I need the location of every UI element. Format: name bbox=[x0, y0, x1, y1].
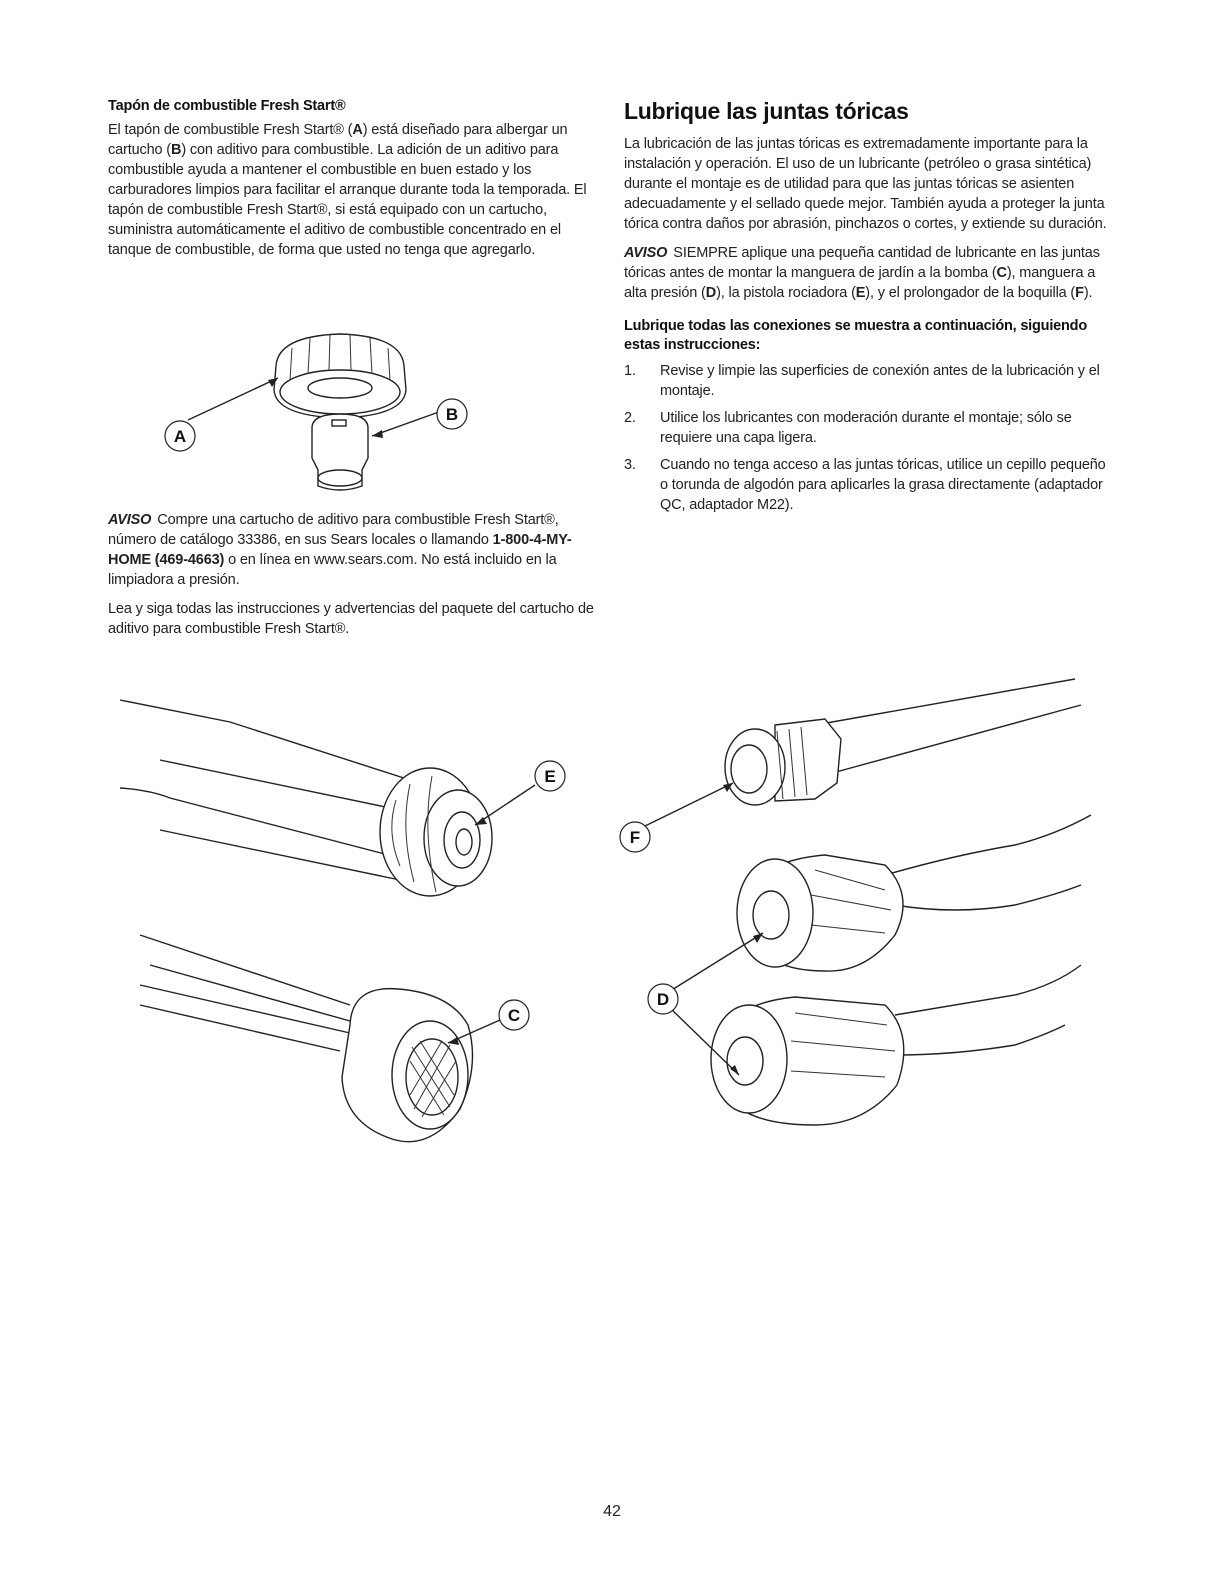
garden-hose-drawing bbox=[140, 935, 473, 1142]
fresh-start-instructions: Lea y siga todas las instrucciones y advertencias del paquete del cartucho de aditivo para combustible Fresh Start®. bbox=[108, 601, 594, 637]
fresh-start-subheading: Tapón de combustible Fresh Start® bbox=[108, 98, 346, 114]
label-b bbox=[437, 399, 467, 429]
aviso-label: AVISO bbox=[108, 512, 152, 528]
label-a bbox=[165, 421, 195, 451]
connections-subheading: Lubrique todas las conexiones se muestra a continuación, siguiendo estas instrucciones: bbox=[624, 318, 1087, 353]
fresh-start-aviso: AVISO Compre una cartucho de aditivo para combustible Fresh Start®, número de catálogo 33386, en sus Sears locales o llamando 1-800-4-MY-HOME (469-4663) o en línea en www.sears.com. No está incluido en la limpiadora a presión. bbox=[108, 512, 572, 588]
svg-text:F: F bbox=[629, 828, 641, 847]
fuel-cap-drawing bbox=[274, 334, 406, 418]
right-column bbox=[624, 98, 1114, 522]
left-notes bbox=[108, 510, 594, 648]
spray-gun-fitting-figure bbox=[110, 680, 580, 910]
page-number: 42 bbox=[603, 1503, 621, 1520]
svg-text:D: D bbox=[656, 990, 670, 1009]
left-column bbox=[108, 98, 594, 269]
aviso-label: AVISO bbox=[624, 245, 668, 261]
phone-number: 1-800-4-MY-HOME (469-4663) bbox=[108, 532, 572, 568]
step-item: 3. Cuando no tenga acceso a las juntas tóricas, utilice un cepillo pequeño o torunda de algodón para aplicarles la grasa directamente (adaptador QC, adaptador M22). bbox=[624, 457, 1106, 513]
svg-text:E: E bbox=[544, 767, 556, 786]
label-e bbox=[535, 761, 565, 791]
steps-list bbox=[624, 361, 1114, 515]
hose-fittings-figure bbox=[615, 675, 1095, 1165]
lubrication-aviso: AVISO SIEMPRE aplique una pequeña cantidad de lubricante en las juntas tóricas antes de montar la manguera de jardín a la bomba (C), manguera a alta presión (D), la pistola rociadora (E), y el prolongador de la boquilla (F). bbox=[624, 245, 1100, 301]
fuel-cartridge-drawing bbox=[312, 414, 368, 490]
spray-gun-drawing bbox=[120, 700, 492, 896]
high-pressure-hose-lower-drawing bbox=[711, 965, 1081, 1125]
garden-hose-fitting-figure bbox=[130, 925, 550, 1155]
fresh-start-description: El tapón de combustible Fresh Start® (A) está diseñado para albergar un cartucho (B) con aditivo para combustible. La adición de un aditivo para combustible ayuda a mantener el combustible en buen estado y los carburadores limpios para facilitar el arranque durante toda la temporada. El tapón de combustible Fresh Start®, si está equipado con un cartucho, suministra automáticamente el aditivo de combustible concentrado en el tanque de combustible, de forma que usted no tenga que agregarlo. bbox=[108, 122, 587, 258]
label-f bbox=[620, 822, 650, 852]
step-item: 1. Revise y limpie las superficies de conexión antes de la lubricación y el montaje. bbox=[624, 363, 1100, 399]
label-c bbox=[499, 1000, 529, 1030]
label-d bbox=[648, 984, 678, 1014]
lubrication-description: La lubricación de las juntas tóricas es extremadamente importante para la instalación y operación. El uso de un lubricante (petróleo o grasa sintética) durante el montaje es de utilidad para que las juntas tóricas se asienten adecuadamente y el sellado quede mejor. También ayuda a proteger la junta tórica contra daños por abrasión, pinchazos o cortes, y extiende su duración. bbox=[624, 136, 1107, 232]
high-pressure-hose-upper-drawing bbox=[737, 815, 1091, 971]
svg-text:B: B bbox=[445, 405, 459, 424]
svg-text:A: A bbox=[173, 427, 187, 446]
step-item: 2. Utilice los lubricantes con moderación durante el montaje; sólo se requiere una capa ligera. bbox=[624, 410, 1072, 446]
svg-text:C: C bbox=[507, 1006, 521, 1025]
nozzle-extension-drawing bbox=[725, 679, 1081, 805]
section-title: Lubrique las juntas tóricas bbox=[624, 98, 909, 124]
fuel-cap-figure bbox=[160, 318, 500, 508]
